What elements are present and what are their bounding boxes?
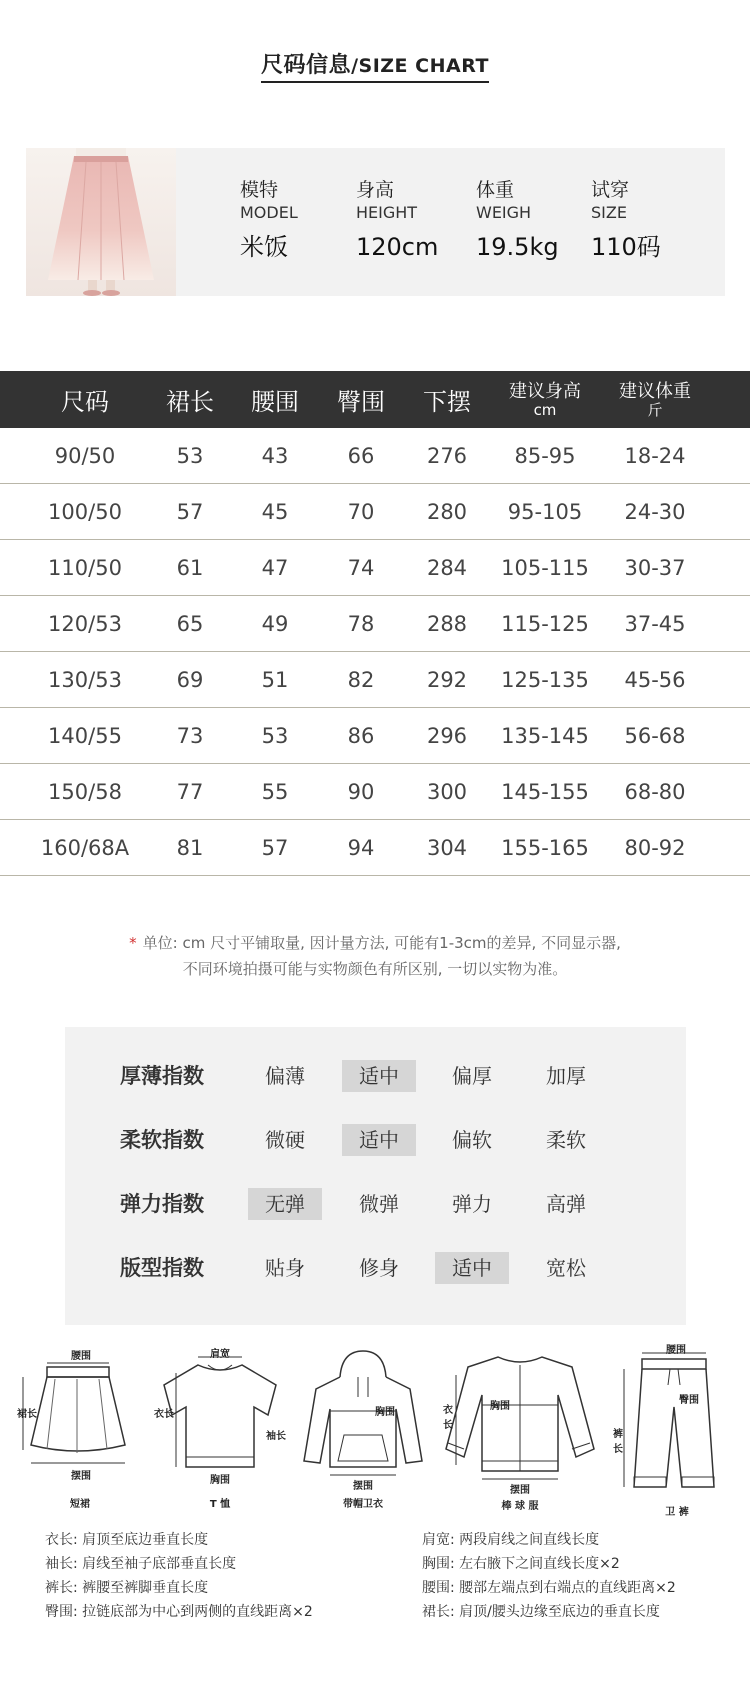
table-cell: 56-68: [624, 724, 686, 748]
fabric-index-option: 柔软: [546, 1128, 586, 1152]
garment-tshirt: 肩宽 衣长 袖长 胸围 T 恤: [150, 1345, 290, 1515]
table-cell: 37-45: [624, 612, 686, 636]
table-cell: 85-95: [514, 444, 576, 468]
fabric-index-option: 偏厚: [452, 1064, 492, 1088]
model-card: [26, 148, 725, 296]
garment-diagrams: [0, 1345, 750, 1520]
garment-jogger: 腰围 臀围 裤长 卫 裤: [612, 1345, 737, 1515]
fabric-index-option-selected: 适中: [342, 1060, 416, 1092]
table-cell: 140/55: [48, 724, 122, 748]
note-line-2: 不同环境拍摄可能与实物颜色有所区别, 一切以实物为准。: [182, 960, 568, 978]
table-cell: 160/68A: [40, 836, 130, 860]
garment-skirt-name: 短裙: [70, 1499, 90, 1510]
table-cell: 70: [347, 500, 375, 524]
baseball-jacket-icon: [440, 1345, 600, 1495]
fabric-index-option: 偏软: [452, 1128, 492, 1152]
fabric-index-option: 微硬: [265, 1128, 305, 1152]
table-cell: 135-145: [501, 724, 589, 748]
table-cell: 74: [347, 556, 375, 580]
definition-right-1: 肩宽: 两段肩线之间直线长度: [422, 1532, 600, 1548]
definition-left-3: 裤长: 裤腰至裤脚垂直长度: [45, 1580, 209, 1596]
table-cell: 120/53: [48, 612, 122, 636]
size-table-body: [0, 428, 750, 876]
fabric-index-option: 修身: [359, 1256, 399, 1280]
definition-right-2: 胸围: 左右腋下之间直线长度×2: [422, 1556, 620, 1572]
definition-left-1: 衣长: 肩顶至底边垂直长度: [45, 1532, 209, 1548]
table-cell: 130/53: [48, 668, 122, 692]
fabric-index-label: 弹力指数: [120, 1192, 204, 1216]
fabric-index-option-selected: 适中: [342, 1124, 416, 1156]
garment-jogger-name: 卫 裤: [665, 1507, 689, 1518]
measurement-note: [0, 930, 750, 982]
table-cell: 115-125: [501, 612, 589, 636]
table-cell: 57: [176, 500, 204, 524]
table-cell: 30-37: [624, 556, 686, 580]
garment-hoodie: 胸围 摆围 带帽卫衣: [298, 1345, 428, 1515]
fabric-index-option: 贴身: [265, 1256, 305, 1280]
table-cell: 100/50: [48, 500, 122, 524]
table-cell: 110/50: [48, 556, 122, 580]
header-size: 尺码: [61, 388, 109, 416]
fabric-index-option-selected: 无弹: [248, 1188, 322, 1220]
garment-hoodie-name: 带帽卫衣: [343, 1499, 383, 1510]
table-cell: 95-105: [507, 500, 583, 524]
table-cell: 18-24: [624, 444, 686, 468]
size-table: [0, 371, 750, 876]
definition-left-2: 袖长: 肩线至袖子底部垂直长度: [45, 1556, 237, 1572]
table-cell: 296: [426, 724, 468, 748]
note-star: *: [129, 934, 137, 952]
table-cell: 77: [176, 780, 204, 804]
fabric-index-option: 微弹: [359, 1192, 399, 1216]
note-line-1: 单位: cm 尺寸平铺取量, 因计量方法, 可能有1-3cm的差异, 不同显示器,: [142, 934, 621, 952]
fabric-index-row: [65, 1122, 686, 1158]
table-cell: 90: [347, 780, 375, 804]
table-cell: 81: [176, 836, 204, 860]
model-field-size: 试穿 SIZE 110码: [591, 179, 661, 261]
model-photo: [26, 148, 176, 296]
table-cell: 57: [261, 836, 289, 860]
table-cell: 45: [261, 500, 289, 524]
table-cell: 69: [176, 668, 204, 692]
table-cell: 276: [426, 444, 468, 468]
fabric-index-option: 偏薄: [265, 1064, 305, 1088]
table-cell: 53: [261, 724, 289, 748]
table-cell: 55: [261, 780, 289, 804]
fabric-index-row: [65, 1058, 686, 1094]
table-cell: 80-92: [624, 836, 686, 860]
table-cell: 292: [426, 668, 468, 692]
table-row: [0, 764, 750, 820]
table-cell: 288: [426, 612, 468, 636]
table-cell: 86: [347, 724, 375, 748]
definition-left-4: 臀围: 拉链底部为中心到两侧的直线距离×2: [45, 1604, 313, 1620]
table-cell: 155-165: [501, 836, 589, 860]
fabric-index-option: 加厚: [546, 1064, 586, 1088]
fabric-index-label: 厚薄指数: [120, 1064, 204, 1088]
table-cell: 82: [347, 668, 375, 692]
fabric-index-option-selected: 适中: [435, 1252, 509, 1284]
size-table-header: [0, 371, 750, 428]
table-cell: 73: [176, 724, 204, 748]
fabric-index-option: 宽松: [546, 1256, 586, 1280]
title-en: SIZE CHART: [358, 55, 489, 77]
header-suggested-height: 建议身高 cm: [509, 380, 581, 419]
table-row: [0, 540, 750, 596]
page-title: [0, 48, 750, 83]
model-field-weight: 体重 WEIGH 19.5kg: [476, 179, 559, 261]
fabric-index-row: [65, 1186, 686, 1222]
garment-baseball-name: 棒 球 服: [501, 1501, 539, 1512]
table-cell: 284: [426, 556, 468, 580]
garment-skirt: 腰围 裙长 摆围 短裙: [15, 1345, 140, 1515]
table-cell: 94: [347, 836, 375, 860]
header-waist: 腰围: [251, 388, 299, 416]
fabric-index-row: [65, 1250, 686, 1286]
table-cell: 280: [426, 500, 468, 524]
table-row: [0, 820, 750, 876]
table-cell: 24-30: [624, 500, 686, 524]
hoodie-icon: [298, 1345, 428, 1495]
table-row: [0, 708, 750, 764]
table-cell: 65: [176, 612, 204, 636]
definition-right-3: 腰围: 腰部左端点到右端点的直线距离×2: [422, 1580, 676, 1596]
table-cell: 45-56: [624, 668, 686, 692]
table-cell: 304: [426, 836, 468, 860]
model-field-model: 模特 MODEL 米饭: [240, 179, 298, 261]
table-cell: 300: [426, 780, 468, 804]
definition-right-4: 裙长: 肩顶/腰头边缘至底边的垂直长度: [422, 1604, 660, 1620]
table-cell: 125-135: [501, 668, 589, 692]
title-zh: 尺码信息: [261, 53, 352, 78]
table-cell: 90/50: [54, 444, 116, 468]
fabric-index-panel: [65, 1027, 686, 1325]
table-cell: 150/58: [48, 780, 122, 804]
table-cell: 145-155: [501, 780, 589, 804]
garment-baseball-jacket: 胸围 衣长 摆围 棒 球 服: [440, 1345, 600, 1515]
table-row: [0, 596, 750, 652]
fabric-index-option: 弹力: [452, 1192, 492, 1216]
table-row: [0, 428, 750, 484]
table-cell: 47: [261, 556, 289, 580]
header-suggested-weight: 建议体重 斤: [619, 380, 691, 419]
table-row: [0, 484, 750, 540]
table-cell: 105-115: [501, 556, 589, 580]
fabric-index-label: 柔软指数: [120, 1128, 204, 1152]
table-cell: 43: [261, 444, 289, 468]
garment-tshirt-name: T 恤: [209, 1499, 231, 1510]
header-skirt-length: 裙长: [166, 388, 214, 416]
table-cell: 51: [261, 668, 289, 692]
table-cell: 66: [347, 444, 375, 468]
model-field-height: 身高 HEIGHT 120cm: [356, 179, 439, 261]
table-row: [0, 652, 750, 708]
jogger-icon: [612, 1345, 737, 1505]
header-hem: 下摆: [423, 388, 471, 416]
header-hip: 臀围: [337, 388, 385, 416]
table-cell: 68-80: [624, 780, 686, 804]
table-cell: 53: [176, 444, 204, 468]
fabric-index-option: 高弹: [546, 1192, 586, 1216]
fabric-index-label: 版型指数: [120, 1256, 204, 1280]
table-cell: 78: [347, 612, 375, 636]
skirt-photo-icon: [26, 148, 176, 296]
table-cell: 49: [261, 612, 289, 636]
table-cell: 61: [176, 556, 204, 580]
title-sep: /: [351, 55, 359, 77]
